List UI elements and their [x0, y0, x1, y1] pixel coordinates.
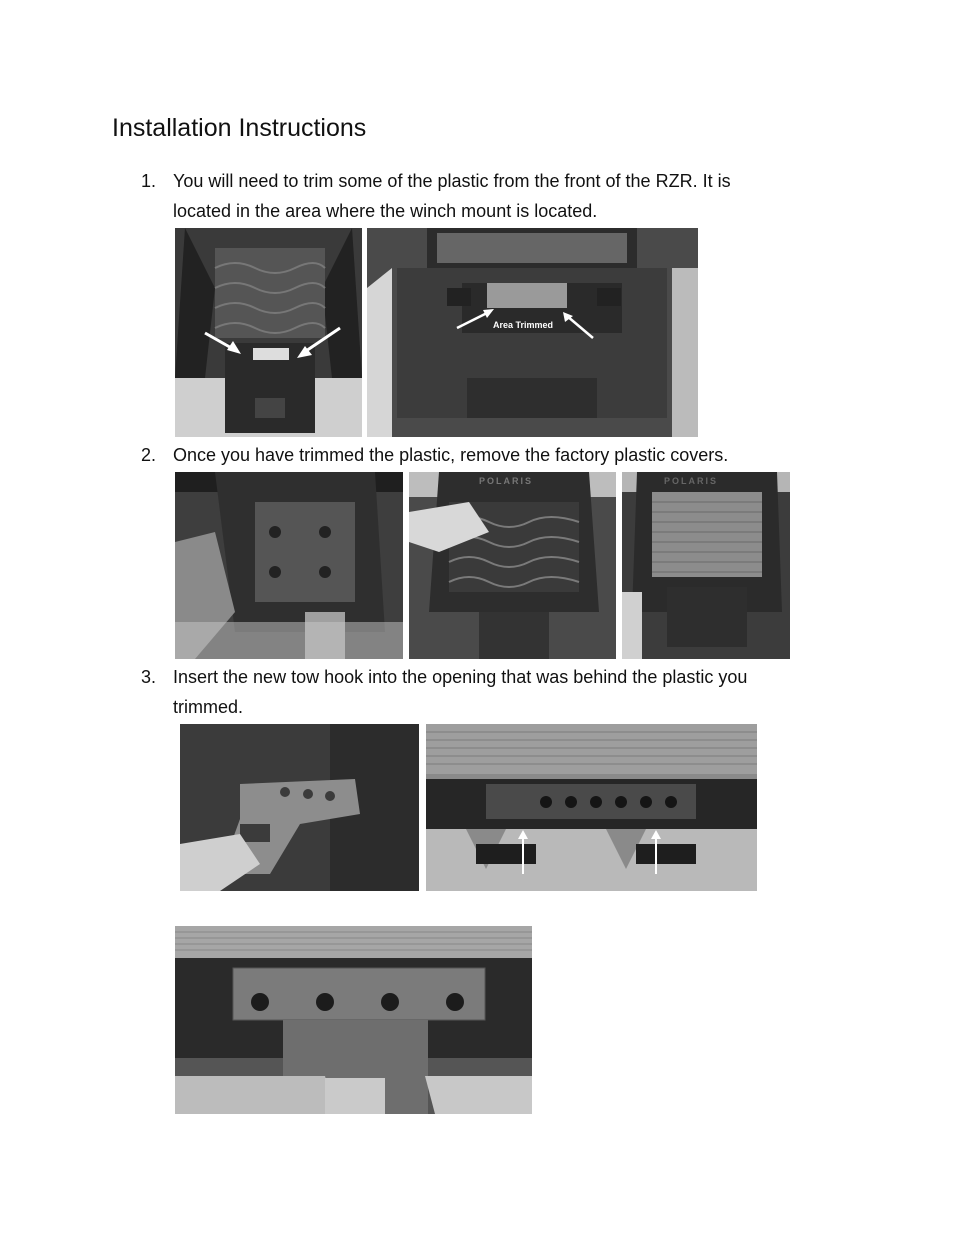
page-title: Installation Instructions [112, 114, 367, 142]
step-3-line-2: trimmed. [173, 697, 244, 717]
step-2-line-1: Once you have trimmed the plastic, remove the factory plastic covers. [173, 445, 729, 465]
step-2-text [173, 440, 873, 470]
step-3-text [173, 662, 873, 722]
radiator-logo-text: POLARIS [664, 476, 719, 486]
step-1-line-1: You will need to trim some of the plastic from the front of the RZR. It is [173, 171, 731, 191]
photo-removing-cover [175, 472, 403, 659]
step-3-line-1: Insert the new tow hook into the opening that was behind the plastic you [173, 667, 748, 687]
photo-removing-grille [409, 472, 616, 659]
step-1-text [173, 166, 873, 226]
photo-covers-removed [622, 472, 790, 659]
step-1-number: 1. [141, 171, 157, 191]
step-2-number: 2. [141, 445, 157, 465]
photo-inserting-tow-hook [180, 724, 419, 891]
area-trimmed-label: Area Trimmed [493, 320, 554, 330]
grille-logo-text: POLARIS [479, 476, 534, 486]
photo-tow-hook-opening-arrows [426, 724, 757, 891]
photo-area-trimmed-closeup [367, 228, 698, 437]
photo-front-grille-arrows [175, 228, 362, 437]
step-3-number: 3. [141, 667, 157, 687]
step-1-line-2: located in the area where the winch mount is located. [173, 201, 598, 221]
photo-tow-hook-installed [175, 926, 532, 1114]
